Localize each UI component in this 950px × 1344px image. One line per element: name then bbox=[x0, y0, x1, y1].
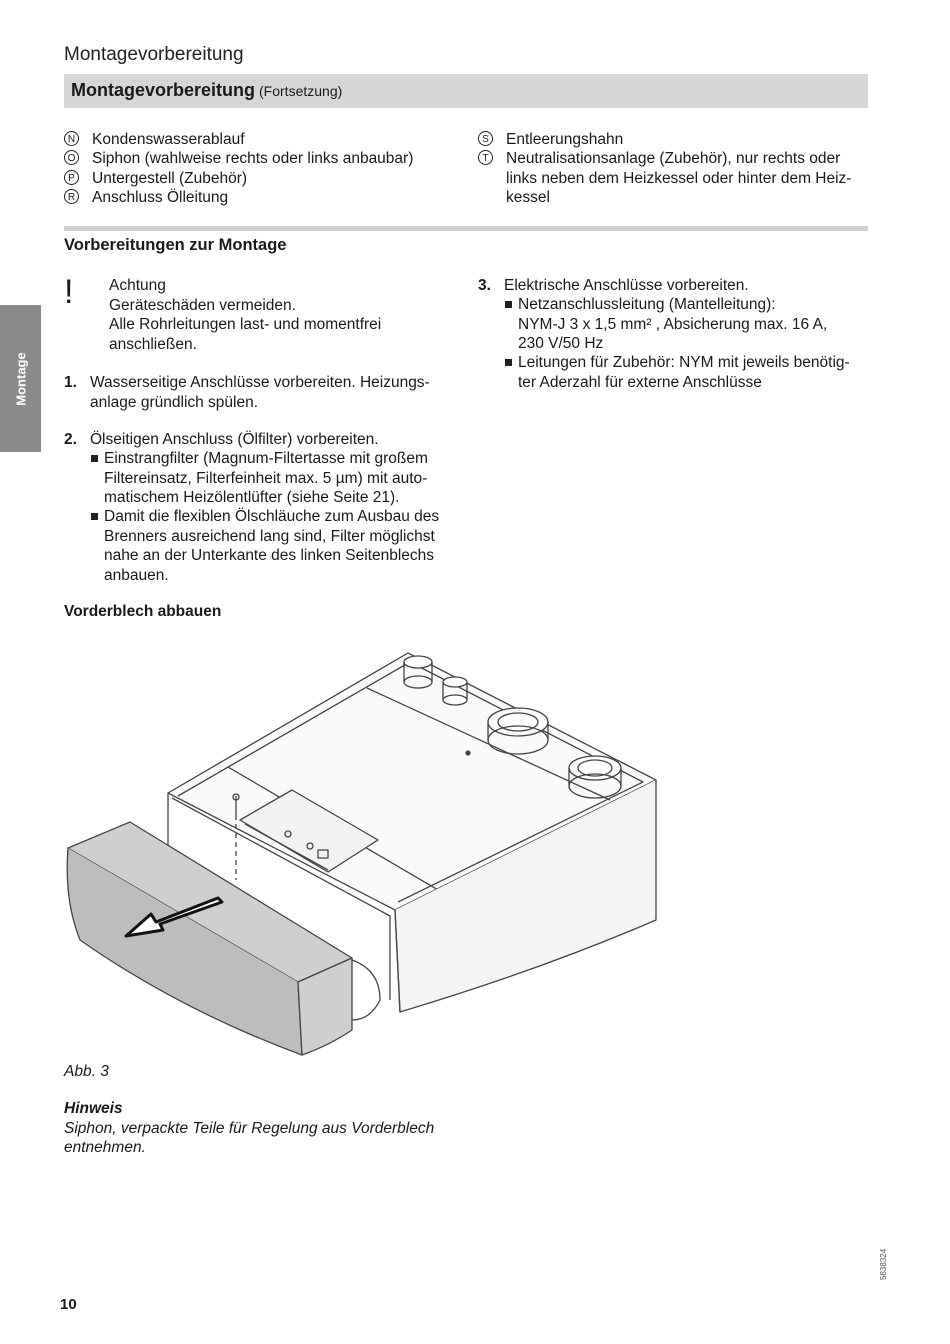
warning-line: Alle Rohrleitungen last- und momentfrei bbox=[109, 316, 382, 333]
section-heading: Vorbereitungen zur Montage bbox=[64, 236, 287, 254]
warning-title: Achtung bbox=[109, 277, 166, 294]
bullet-line: Filtereinsatz, Filterfeinheit max. 5 µm) mit auto- bbox=[104, 469, 428, 487]
legend-item bbox=[478, 130, 868, 150]
legend-item bbox=[478, 149, 868, 209]
bullet-line: NYM-J 3 x 1,5 mm² , Absicherung max. 16 A, bbox=[518, 315, 828, 333]
subsection-heading: Vorderblech abbauen bbox=[64, 603, 222, 620]
figure-caption: Abb. 3 bbox=[64, 1063, 109, 1080]
legend-text-line: Neutralisationsanlage (Zubehör), nur rechts oder bbox=[506, 150, 841, 167]
banner-subtitle: (Fortsetzung) bbox=[259, 83, 343, 99]
bullet-line: 230 V/50 Hz bbox=[518, 335, 604, 352]
section-divider bbox=[64, 226, 868, 231]
legend-letter: N bbox=[64, 131, 79, 146]
doc-code-wrap bbox=[879, 1248, 893, 1294]
bullet-text bbox=[104, 449, 464, 508]
page-header-title: Montagevorbereitung bbox=[64, 44, 244, 65]
bullet-line: anbauen. bbox=[104, 566, 169, 584]
bullet-icon bbox=[91, 455, 98, 462]
step-number: 2. bbox=[64, 431, 77, 448]
note-line: Siphon, verpackte Teile für Regelung aus Vorderblech bbox=[64, 1119, 435, 1137]
side-tab bbox=[0, 305, 41, 452]
note-title: Hinweis bbox=[64, 1100, 123, 1117]
doc-code: 5838324 bbox=[879, 1248, 888, 1280]
bullet-text bbox=[518, 295, 868, 354]
warning-line: anschließen. bbox=[109, 335, 197, 353]
legend-item bbox=[64, 149, 464, 169]
legend-text: Anschluss Ölleitung bbox=[92, 189, 229, 206]
bullet-icon bbox=[91, 513, 98, 520]
side-tab-label: Montage bbox=[13, 351, 28, 406]
warning-line: Geräteschäden vermeiden. bbox=[109, 296, 296, 314]
bullet-line: Brenners ausreichend lang sind, Filter möglichst bbox=[104, 527, 435, 545]
legend-text: Untergestell (Zubehör) bbox=[92, 170, 248, 187]
note-block bbox=[64, 1099, 484, 1158]
step-line: Wasserseitige Anschlüsse vorbereiten. Heizungs- bbox=[90, 374, 430, 391]
page-number: 10 bbox=[60, 1296, 77, 1313]
step-line: Ölseitigen Anschluss (Ölfilter) vorbereiten. bbox=[90, 431, 379, 448]
step-line: Elektrische Anschlüsse vorbereiten. bbox=[504, 277, 749, 294]
step-text bbox=[90, 430, 460, 450]
boiler-illustration bbox=[60, 640, 670, 1060]
banner-title: Montagevorbereitung bbox=[71, 80, 256, 100]
legend-text bbox=[506, 149, 851, 208]
bullet-line: Leitungen für Zubehör: NYM mit jeweils benötig- bbox=[518, 354, 850, 371]
step-text bbox=[504, 276, 868, 296]
bullet-icon bbox=[505, 301, 512, 308]
note-line: entnehmen. bbox=[64, 1139, 146, 1156]
bullet-icon bbox=[505, 359, 512, 366]
legend-letter: O bbox=[64, 150, 79, 165]
bullet-line: Einstrangfilter (Magnum-Filtertasse mit großem bbox=[104, 450, 428, 467]
bullet-text bbox=[518, 353, 868, 392]
bullet-text bbox=[104, 507, 464, 585]
section-banner bbox=[64, 74, 868, 108]
bullet-line: nahe an der Unterkante des linken Seitenblechs bbox=[104, 547, 435, 564]
banner-title-wrap bbox=[71, 80, 342, 101]
legend-item bbox=[64, 188, 464, 208]
legend-text-line: links neben dem Heizkessel oder hinter dem Heiz- bbox=[506, 169, 852, 187]
bullet-line: Netzanschlussleitung (Mantelleitung): bbox=[518, 296, 776, 313]
bullet-line: Damit die flexiblen Ölschläuche zum Ausbau des bbox=[104, 508, 440, 525]
legend-letter: P bbox=[64, 170, 79, 185]
warning-icon: ! bbox=[64, 273, 74, 311]
legend-item bbox=[64, 169, 464, 189]
legend-letter: S bbox=[478, 131, 493, 146]
step-line: anlage gründlich spülen. bbox=[90, 393, 259, 411]
legend-text: Kondenswasserablauf bbox=[92, 131, 245, 148]
legend-text-line: kessel bbox=[506, 189, 550, 206]
step-number: 3. bbox=[478, 277, 491, 294]
legend-letter: T bbox=[478, 150, 493, 165]
step-text bbox=[90, 373, 460, 412]
step-number: 1. bbox=[64, 374, 77, 391]
bullet-line: matischem Heizölentlüfter (siehe Seite 21). bbox=[104, 489, 400, 506]
bullet-line: ter Aderzahl für externe Anschlüsse bbox=[518, 373, 762, 391]
warning-block bbox=[109, 276, 459, 354]
legend-text: Entleerungshahn bbox=[506, 131, 624, 148]
legend-letter: R bbox=[64, 189, 79, 204]
legend-text: Siphon (wahlweise rechts oder links anbaubar) bbox=[92, 150, 414, 167]
legend-item bbox=[64, 130, 464, 150]
